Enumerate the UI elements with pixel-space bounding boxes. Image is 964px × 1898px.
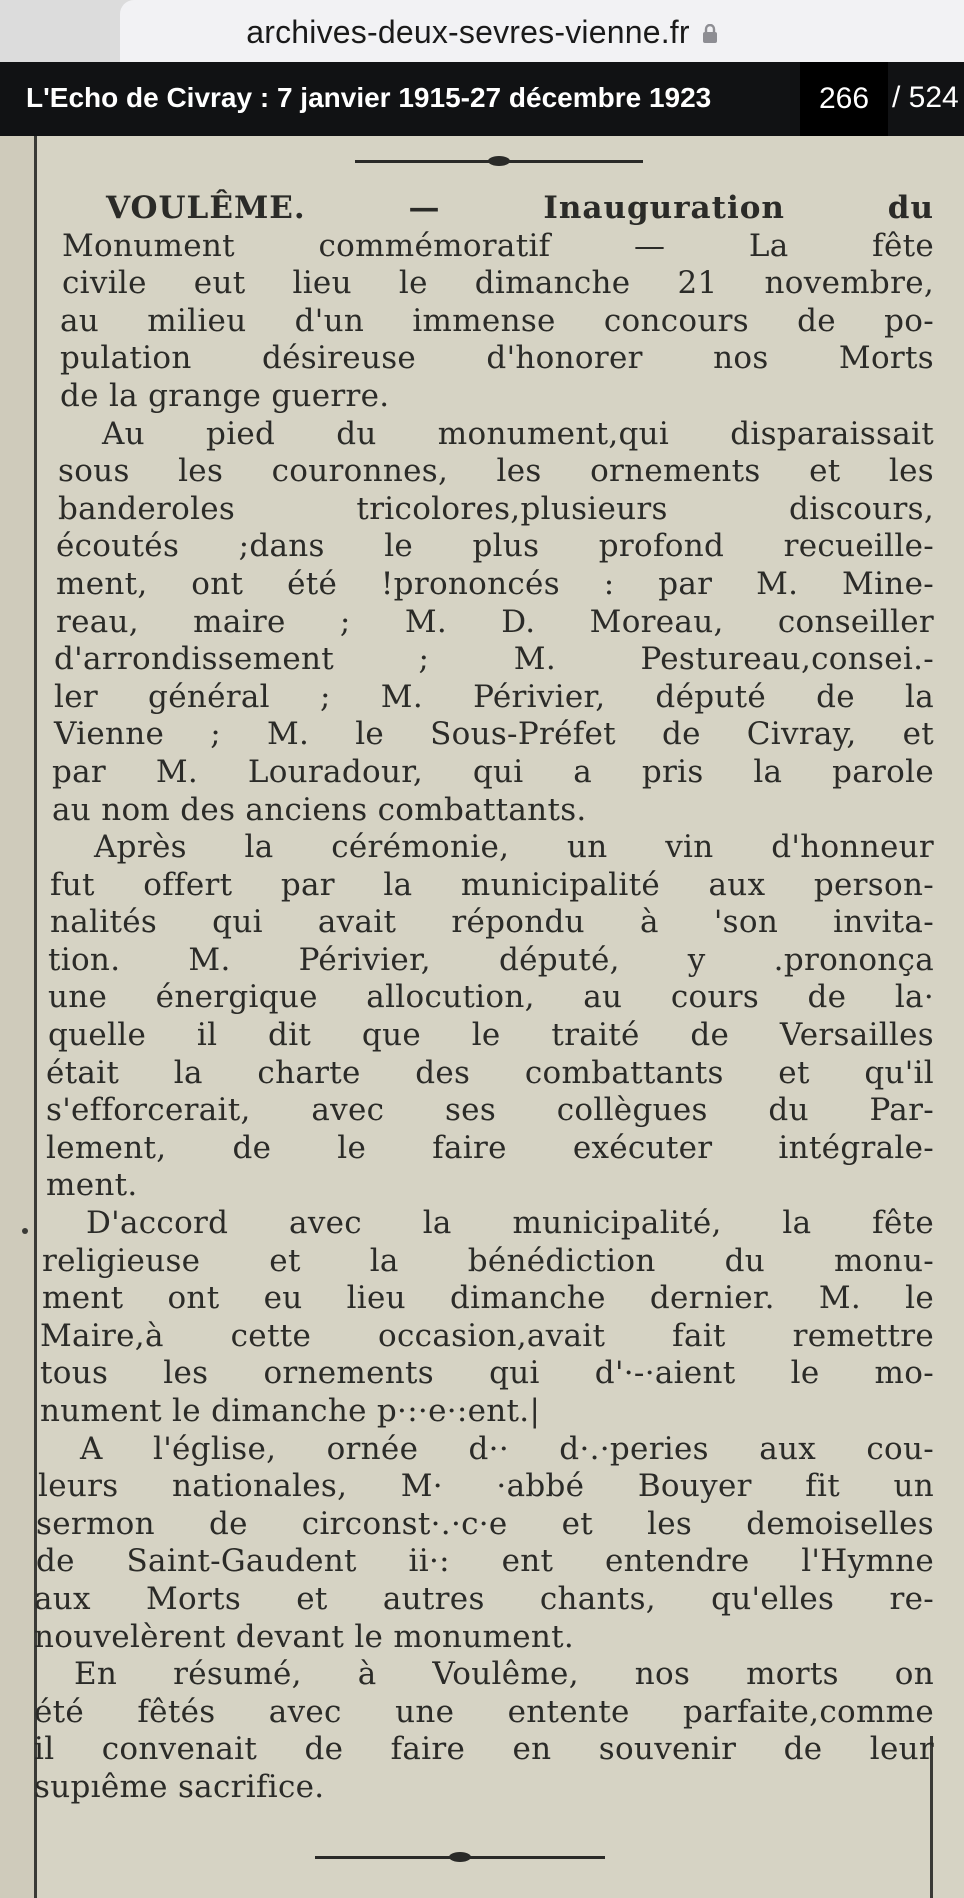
ornament-dot <box>449 1852 471 1862</box>
article-line: au nom des anciens combattants. <box>52 791 587 828</box>
article-line: de la grange guerre. <box>60 377 390 414</box>
article-line: pulation désireuse d'honorer nos Morts <box>60 340 934 377</box>
viewer-toolbar <box>0 62 964 136</box>
article-line: nalités qui avait répondu à 'son invita- <box>50 904 934 941</box>
page-number-input[interactable]: 266 <box>800 62 888 136</box>
page-margin <box>0 136 34 1898</box>
article-line: Monument commémoratif — La fête <box>62 227 934 264</box>
article-line: sous les couronnes, les ornements et les <box>58 453 934 490</box>
article-line: A l'église, ornée d·· d·.·peries aux cou- <box>80 1430 934 1467</box>
stray-mark <box>22 1228 28 1234</box>
article-line: ment. <box>46 1167 138 1204</box>
article-line: VOULÊME. — Inauguration du <box>106 190 934 226</box>
document-title: L'Echo de Civray : 7 janvier 1915-27 décembre 1923 <box>26 82 712 113</box>
article-line: reau, maire ; M. D. Moreau, conseiller <box>56 603 934 640</box>
article-line: leurs nationales, M· ·abbé Bouyer fit un <box>38 1468 934 1505</box>
article-line: fut offert par la municipalité aux person- <box>50 866 934 903</box>
url-text: archives-deux-sevres-vienne.fr <box>246 14 690 50</box>
article-line: quelle il dit que le traité de Versailles <box>48 1017 934 1054</box>
lock-icon <box>702 15 718 33</box>
article-line: supıême sacrifice. <box>34 1768 325 1805</box>
article <box>34 190 934 1807</box>
article-line: s'efforcerait, avec ses collègues du Par- <box>46 1092 934 1129</box>
article-line: ler général ; M. Périvier, député de la <box>54 678 934 715</box>
article-line: d'arrondissement ; M. Pestureau,consei.- <box>54 641 934 678</box>
article-line: était la charte des combattants et qu'il <box>46 1054 934 1091</box>
article-line: En résumé, à Voulême, nos morts on <box>74 1656 934 1693</box>
ornament-dot <box>488 156 510 166</box>
page-total: / 524 <box>892 81 959 114</box>
article-line: de Saint-Gaudent ii·: ent entendre l'Hymne <box>36 1543 934 1580</box>
article-line: nouvelèrent devant le monument. <box>34 1618 575 1655</box>
article-line: religieuse et la bénédiction du monu- <box>42 1242 934 1279</box>
article-line: nument le dimanche p·:·e·:ent.| <box>40 1393 541 1429</box>
article-line: il convenait de faire en souvenir de leur <box>34 1731 934 1768</box>
article-line: lement, de le faire exécuter intégrale- <box>46 1129 934 1166</box>
article-line: aux Morts et autres chants, qu'elles re- <box>34 1580 934 1617</box>
ornament-rule-top <box>355 160 643 163</box>
article-line: Après la cérémonie, un vin d'honneur <box>94 829 934 866</box>
article-line: une énergique allocution, au cours de la· <box>48 979 934 1016</box>
article-line: ment ont eu lieu dimanche dernier. M. le <box>42 1280 934 1317</box>
article-line: par M. Louradour, qui a pris la parole <box>52 753 934 790</box>
article-line: tion. M. Périvier, député, y .prononça <box>48 941 934 978</box>
article-line: été fêtés avec une entente parfaite,comme <box>34 1693 934 1730</box>
article-line: écoutés ;dans le plus profond recueille- <box>56 528 934 565</box>
ornament-rule-bottom <box>315 1856 605 1859</box>
article-line: Vienne ; M. le Sous-Préfet de Civray, et <box>54 716 934 753</box>
article-line: ment, ont été !prononcés : par M. Mine- <box>56 565 934 602</box>
article-line: D'accord avec la municipalité, la fête <box>86 1205 934 1242</box>
article-line: sermon de circonst·.·c·e et les demoiselles <box>36 1505 934 1542</box>
article-line: au milieu d'un immense concours de po- <box>60 302 934 339</box>
browser-address-bar[interactable] <box>0 0 964 62</box>
article-line: Au pied du monument,qui disparaissait <box>102 415 934 452</box>
article-line: civile eut lieu le dimanche 21 novembre, <box>62 265 934 302</box>
article-line: tous les ornements qui d'·-·aient le mo- <box>40 1355 934 1392</box>
article-line: Maire,à cette occasion,avait fait remettre <box>40 1317 934 1354</box>
scanned-page[interactable] <box>0 136 964 1898</box>
url-field[interactable] <box>0 14 964 51</box>
article-line: banderoles tricolores,plusieurs discours, <box>58 490 934 527</box>
